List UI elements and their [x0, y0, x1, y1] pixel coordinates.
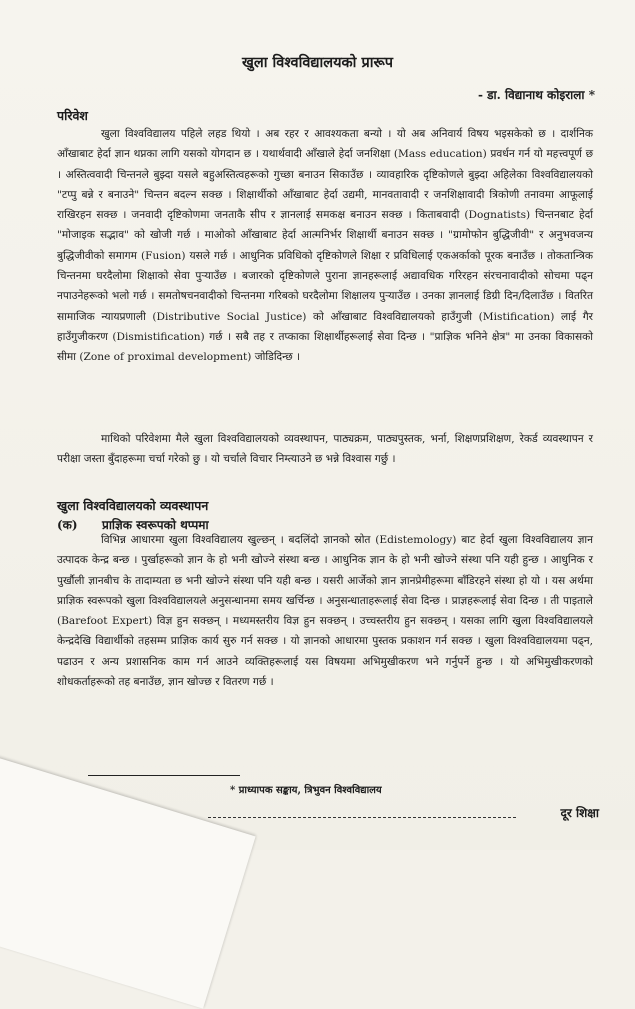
subsection-label: (क): [57, 518, 78, 532]
paragraph-context-text: खुला विश्वविद्यालय पहिले लहड थियो । अब रहर र आवश्यकता बन्यो । यो अब अनिवार्य विषय भइसकेको छ । दार्शनिक आँखाबाट हेर्दा ज्ञान थप्नका लागि यसको योगदान छ । यथार्थवादी आँखाले हेर्दा जनशिक्षा (Mass education) प्रवर्धन गर्न यो महत्त्वपूर्ण छ । अस्तित्ववादी चिन्तनले बुझ्दा यसले बहुअस्तित्वहरूको गुच्छा बनाउन सिकाउँछ । व्यावहारिक दृष्टिकोणले बुझ्दा अहिलेका विश्वविद्यालयको "टप्पु बन्ने र बनाउने" चिन्तन बदल्न सक्छ । शिक्षार्थीको आँखाबाट हेर्दा उद्यमी, मानवतावादी र जनशिक्षावादी त्रिकोणी तनावमा आफूलाई राखिरहन सक्छ । जनवादी दृष्टिकोणमा जनताकै सीप र ज्ञानलाई समकक्ष बनाउन सक्छ । किताबवादी (Dognatists) चिन्तनबाट हेर्दा "मोजाइक सद्भाव" को खोजी गर्छ । माओको आँखाबाट हेर्दा आत्मनिर्भर शिक्षार्थी बनाउन सक्छ । "ग्रामोफोन बुद्धिजीवी" र अनुभवजन्य बुद्धिजीवीको समागम (Fusion) यसले गर्छ । आधुनिक प्रविधिको दृष्टिकोणले शिक्षा र प्रविधिलाई एकअर्काको पूरक बनाउँछ । तोकतान्त्रिक चिन्तनमा घरदैलोमा शिक्षाको सेवा पुऱ्याउँछ । बजारको दृष्टिकोणले पुराना ज्ञानहरूलाई अद्यावधिक गरिरहन संरचनावादीको सोचमा पढ्न नपाउनेहरूको भलो गर्छ । समतोषचनवादीको चिन्तनमा गरिबको घरदैलोमा शिक्षालय पुऱ्याउँछ । उनका ज्ञानलाई डिग्री दिन/दिलाउँछ । वितरित सामाजिक न्यायप्रणाली (Distributive Social Justice) को आँखाबाट विश्वविद्यालयको हाउँगुजी (Mistification) लाई गैर हाउँगुजीकरण (Dismistification) गर्छ । सबै तह र तप्काका शिक्षार्थीहरूलाई सेवा दिन्छ । "प्राज्ञिक भनिने क्षेत्र" मा उनका विकासको सीमा (Zone of proximal development) जोडिदिन्छ ।: [57, 128, 593, 364]
footer-journal-name: दूर शिक्षा: [560, 806, 599, 820]
document-title: खुला विश्वविद्यालयको प्रारूप: [242, 54, 393, 71]
footnote-divider: [88, 775, 240, 776]
author-line: - डा. विद्यानाथ कोइराला *: [477, 88, 595, 102]
footnote: * प्राध्यापक सङ्काय, त्रिभुवन विश्वविद्यालय: [230, 785, 382, 796]
paragraph-academic: [57, 530, 593, 692]
section-heading-management: खुला विश्वविद्यालयको व्यवस्थापन: [57, 498, 209, 513]
folded-paper-corner: [0, 740, 256, 1009]
subsection-title: प्राज्ञिक स्वरूपको थप्पमा: [102, 518, 209, 532]
footer-dashed-line: [208, 817, 516, 818]
section-heading-context: परिवेश: [57, 108, 88, 123]
paragraph-intro: [57, 429, 593, 470]
paragraph-context: [57, 124, 593, 368]
paragraph-intro-text: माथिको परिवेशमा मैले खुला विश्वविद्यालयको व्यवस्थापन, पाठ्यक्रम, पाठ्यपुस्तक, भर्ना, शिक्षणप्रशिक्षण, रेकर्ड व्यवस्थापन र परीक्षा जस्ता बुँदाहरूमा चर्चा गरेको छु । यो चर्चाले विचार निम्त्याउने छ भन्ने विश्वास गर्छु ।: [57, 433, 593, 466]
paragraph-academic-text: विभिन्न आधारमा खुला विश्वविद्यालय खुल्छन् । बदलिंदो ज्ञानको स्रोत (Edistemology) बाट हेर्दा खुला विश्वविद्यालय ज्ञान उत्पादक केन्द्र बन्छ । पुर्खाहरूको ज्ञान के हो भनी खोज्ने संस्था बन्छ । आधुनिक ज्ञान के हो भनी खोज्ने संस्था पनि यही हुन्छ । आधुनिक र पुर्खौली ज्ञानबीच के तादाम्यता छ भनी खोज्ने संस्था पनि यही बन्छ । यसरी आर्जेको ज्ञान ज्ञानप्रेमीहरूमा बाँडिरहने संस्था हो यो । यस अर्थमा प्राज्ञिक स्वरूपको खुला विश्वविद्यालयले अनुसन्धानमा समय खर्चिन्छ । अनुसन्धाताहरूलाई सेवा दिन्छ । प्राज्ञहरूलाई सेवा दिन्छ । ती पाइताले (Barefoot Expert) विज्ञ हुन सक्छन् । मध्यमस्तरीय विज्ञ हुन सक्छन् । उच्चस्तरीय हुन सक्छन् । यसका लागि खुला विश्वविद्यालयले केन्द्रदेखि विद्यार्थीको तहसम्म प्राज्ञिक कार्य सुरु गर्न सक्छ । यो ज्ञानको आधारमा पुस्तक प्रकाशन गर्न सक्छ । खुला विश्वविद्यालयमा पढ्न, पढाउन र अन्य प्रशासनिक काम गर्न आउने व्यक्तिहरूलाई यस विषयमा अभिमुखीकरण भने गर्नुपर्ने हुन्छ । यो अभिमुखीकरणको शोधकर्ताहरूको तह बनाउँछ, ज्ञान खोज्छ र वितरण गर्छ ।: [57, 534, 593, 689]
